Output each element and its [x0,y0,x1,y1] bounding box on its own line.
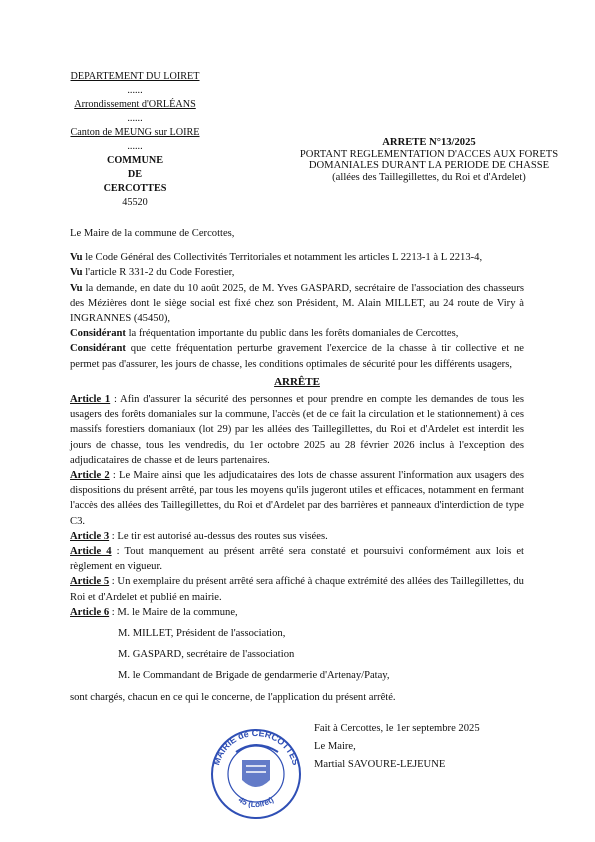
mairie-stamp [200,722,312,822]
consideration-text: que cette fréquentation perturbe gravement l'exercice de la chasse à tir collective et ne permet pas d'assurer, les jours de chasse, les conditions optimales de sécurité pour les différents usagers, [70,343,524,370]
article-label: Article 6 [70,606,110,618]
signature-block [314,720,480,774]
recipient: M. MILLET, Président de l'association, [118,628,286,640]
consideration [70,341,524,371]
consideration-text: l'article R 331-2 du Code Forestier, [82,267,235,279]
recipient: M. GASPARD, secrétaire de l'association [118,649,295,661]
stamp-text-top: MAIRIE de CERCOTTES [211,727,301,767]
article-label: Article 4 [70,546,112,558]
stamp-text-bottom: 45 (Loiret) [236,795,276,810]
article [70,574,524,604]
consideration [70,281,524,327]
decree-number: ARRETE N°13/2025 [382,137,476,148]
consideration-lead: Vu [70,252,83,264]
article [70,529,524,544]
closing-line: sont chargés, chacun en ce qui le concerne, de l'application du présent arrêté. [70,691,396,703]
commune-label: COMMUNE [106,155,164,166]
article-text: : Un exemplaire du présent arrêté sera affiché à chaque extrémité des allées des Taillegillettes, du Roi et d'Ardelet et publié en mairie. [70,576,524,603]
signatory-name: Martial SAVOURE-LEJEUNE [314,759,446,770]
decree-body [70,226,524,705]
canton: Canton de MEUNG sur LOIRE [70,127,200,138]
article-text: : Tout manquement au présent arrêté sera constaté et poursuivi conformément aux lois et règlement en vigueur. [70,546,524,573]
recipient: M. le Commandant de Brigade de gendarmerie d'Artenay/Patay, [118,670,390,682]
consideration [70,326,524,341]
article [70,468,524,529]
consideration-lead: Vu [70,267,83,279]
signatory-role: Le Maire, [314,741,356,752]
consideration [70,265,524,280]
article-label: Article 5 [70,576,110,588]
arrondissement: Arrondissement d'ORLÉANS [74,99,196,110]
article-label: Article 2 [70,470,110,482]
article [70,544,524,574]
consideration-lead: Vu [70,282,83,294]
commune-name: CERCOTTES [103,183,167,194]
article-text: : Afin d'assurer la sécurité des personnes et pour prendre en compte les demandes de tous les usagers des forêts domaniales sur la commune, l'accès (et de ce fait la circulation et le stationnement) à ces massifs forestiers domaniaux (lot 29) par les allées des Taillegillettes, du Roi et d'Ardelet est interdit les jours de chasse, tous les vendredis, du 1er octobre 2025 au 28 février 2026 inclus à l'exception des adjudicataires de chasse et de leurs partenaires. [70,394,524,466]
decree-title-block [288,137,570,183]
article [70,605,524,620]
decree-subject-line: DOMANIALES DURANT LA PERIODE DE CHASSE [308,160,550,172]
article [70,392,524,468]
consideration-lead: Considérant [70,343,126,355]
decree-subject-line: (allées des Taillegillettes, du Roi et d'Ardelet) [332,171,526,183]
place-date: Fait à Cercottes, le 1er septembre 2025 [314,723,480,734]
commune-de: DE [127,169,143,180]
separator-dots: ...... [127,113,143,124]
arrete-heading: ARRÊTE [274,375,320,388]
postcode: 45520 [122,197,148,208]
article-label: Article 3 [70,530,110,542]
intro-line: Le Maire de la commune de Cercottes, [70,228,235,239]
article-text: : Le Maire ainsi que les adjudicataires des lots de chasse assurent l'information aux usagers des dispositions du présent arrêté, par tous les moyens qu'ils jugeront utiles et efficaces, notamment en fermant l'accès des allées des Taillegillettes, du Roi et d'Ardelet par des barrières et panneaux d'interdiction de type C3. [70,470,524,527]
stamp-seal-icon [200,722,312,822]
svg-text:45 (Loiret) [237,795,276,809]
consideration-text: le Code Général des Collectivités Territoriales et notamment les articles L 2213-1 à L 2213-4, [82,252,483,264]
consideration [70,250,524,265]
separator-dots: ...... [127,141,143,152]
article-text: : M. le Maire de la commune, [109,606,238,618]
article-label: Article 1 [70,394,111,406]
decree-subject-line: PORTANT REGLEMENTATION D'ACCES AUX FORETS [299,148,559,160]
article-text: : Le tir est autorisé au-dessus des routes sus visées. [109,530,328,542]
consideration-text: la demande, en date du 10 août 2025, de M. Yves GASPARD, secrétaire de l'association des chasseurs des Mézières dont le siège social est fixé chez son Président, M. Alain MILLET, au 24 route de Viry à INGRANNES (45450), [70,282,524,325]
consideration-lead: Considérant [70,328,126,340]
consideration-text: la fréquentation importante du public dans les forêts domaniales de Cercottes, [125,328,459,340]
issuer-block [60,70,210,210]
department: DEPARTEMENT DU LOIRET [70,71,200,82]
separator-dots: ...... [127,85,143,96]
